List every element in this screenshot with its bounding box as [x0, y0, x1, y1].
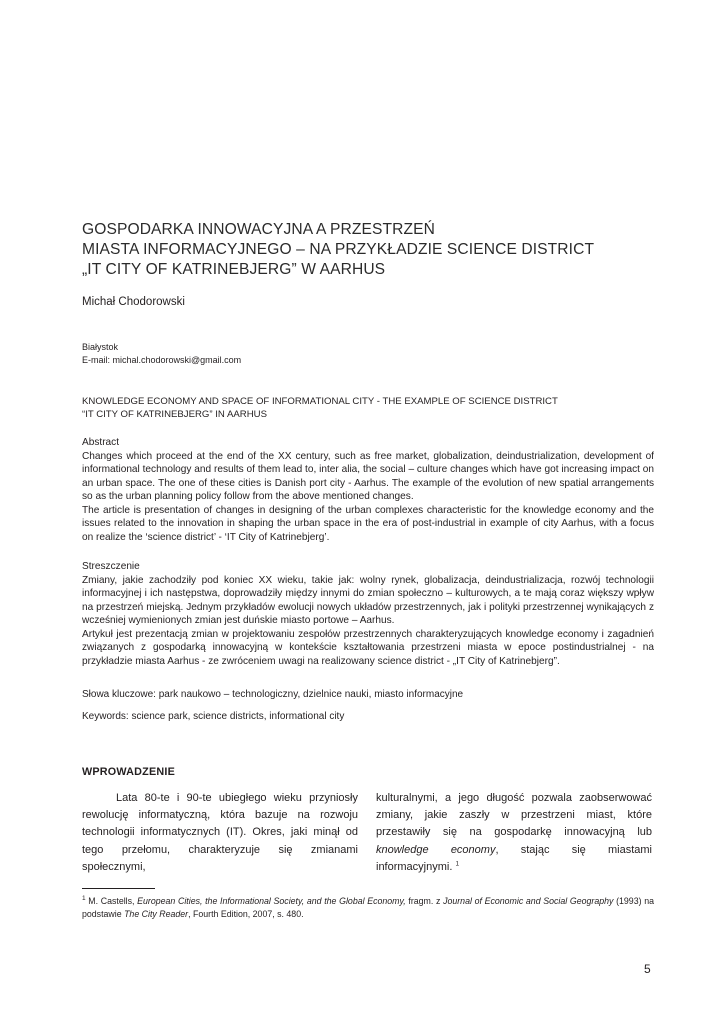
- english-title-line-1: KNOWLEDGE ECONOMY AND SPACE OF INFORMATIONAL CITY - THE EXAMPLE OF SCIENCE DISTRICT: [82, 396, 558, 407]
- streszczenie-paragraph-1: Zmiany, jakie zachodziły pod koniec XX wieku, takie jak: wolny rynek, globalizacja, deindustrializacja, rozwój technologii informacyjnej i ich następstwa, doprowadziły między innymi do zmian społeczno – kulturowych, a te mają coraz większy wpływ na przestrzeń miejską. Jednym przykładów ewolucji nowych układów przestrzennych, jak i polityki przestrzennej wynikających z wcześniej wymienionych zmian jest duńskie miasto portowe – Aarhus.: [82, 574, 654, 626]
- footnote: [82, 895, 654, 921]
- footnote-text: fragm. z: [405, 896, 444, 906]
- footnote-journal-title: Journal of Economic and Social Geography: [443, 896, 614, 906]
- page-number: 5: [644, 962, 651, 976]
- footnote-text: M. Castells,: [85, 896, 138, 906]
- keywords-english: Keywords: science park, science districts, informational city: [82, 711, 345, 722]
- affiliation-email: E-mail: michal.chodorowski@gmail.com: [82, 355, 242, 365]
- footnote-marker: 1: [82, 895, 86, 903]
- body-column-left: [82, 790, 358, 876]
- body-paragraph-left: Lata 80-te i 90-te ubiegłego wieku przyniosły rewolucję informatyczną, która bazuje na rozwoju technologii informatycznych (IT). Okres, jaki minął od tego przełomu, charakteryzuje się zmianami społecznymi,: [82, 792, 358, 873]
- body-column-right: [376, 790, 652, 876]
- article-title: [82, 220, 682, 280]
- footnote-book-title: European Cities, the Informational Society, and the Global Economy,: [137, 896, 406, 906]
- abstract-section: [82, 436, 654, 544]
- title-line-2: MIASTA INFORMACYJNEGO – NA PRZYKŁADZIE SCIENCE DISTRICT: [82, 241, 595, 258]
- streszczenie-paragraph-2: Artykuł jest prezentacją zmian w projektowaniu zespołów przestrzennych charakteryzujących knowledge economy i zagadnień związanych z gospodarką innowacyjną w kontekście kształtowania przestrzeni miasta w epoce postindustrialnej - na przykładzie miasta Aarhus - ze zwróceniem uwagi na realizowany science district - „IT City of Katrinebjerg”.: [82, 628, 654, 667]
- body-text-tail: , stając się miastami informacyjnymi.: [376, 843, 652, 873]
- body-text: kulturalnymi, a jego długość pozwala zaobserwować zmiany, jakie zaszły w przestrzeni miast, które przestawiły się na gospodarkę innowacyjną lub: [376, 792, 652, 839]
- affiliation-city: Białystok: [82, 342, 119, 352]
- footnote-divider: [82, 888, 155, 889]
- author-name: Michał Chodorowski: [82, 296, 185, 308]
- body-italic-term: knowledge economy: [376, 843, 496, 856]
- abstract-paragraph-2: The article is presentation of changes in designing of the urban complexes characteristic for the knowledge economy and the issues related to the innovation in shaping the urban space in the era of post-industrial in example of city Aarhus, with a focus on realize the ‘science district’ - ‘IT City of Katrinebjerg’.: [82, 504, 654, 543]
- section-heading: WPROWADZENIE: [82, 766, 175, 778]
- title-line-1: GOSPODARKA INNOWACYJNA A PRZESTRZEŃ: [82, 221, 435, 238]
- keywords-polish: Słowa kluczowe: park naukowo – technologiczny, dzielnice nauki, miasto informacyjne: [82, 689, 464, 700]
- affiliation: [82, 341, 241, 367]
- abstract-heading: Abstract: [82, 437, 120, 448]
- english-title: [82, 395, 558, 421]
- footnote-text: (1993) na podstawie: [82, 896, 654, 919]
- footnote-reader-title: The City Reader: [124, 909, 189, 919]
- streszczenie-section: [82, 560, 654, 668]
- abstract-paragraph-1: Changes which proceed at the end of the XX century, such as free market, globalization, deindustrialization, development of informational technology and results of them lead to, inter alia, the social – culture changes which have got increasing impact on an urban space. The one of these cities is Danish port city - Aarhus. The example of the evolution of new spatial arrangements so as the urban planning policy follow from the above mentioned changes.: [82, 450, 654, 502]
- streszczenie-heading: Streszczenie: [82, 561, 140, 572]
- english-title-line-2: “IT CITY OF KATRINEBJERG” IN AARHUS: [82, 409, 267, 420]
- footnote-text: , Fourth Edition, 2007, s. 480.: [188, 909, 304, 919]
- body-paragraph-right: [376, 790, 652, 876]
- footnote-reference[interactable]: 1: [455, 860, 460, 868]
- title-line-3: „IT CITY OF KATRINEBJERG” W AARHUS: [82, 261, 386, 278]
